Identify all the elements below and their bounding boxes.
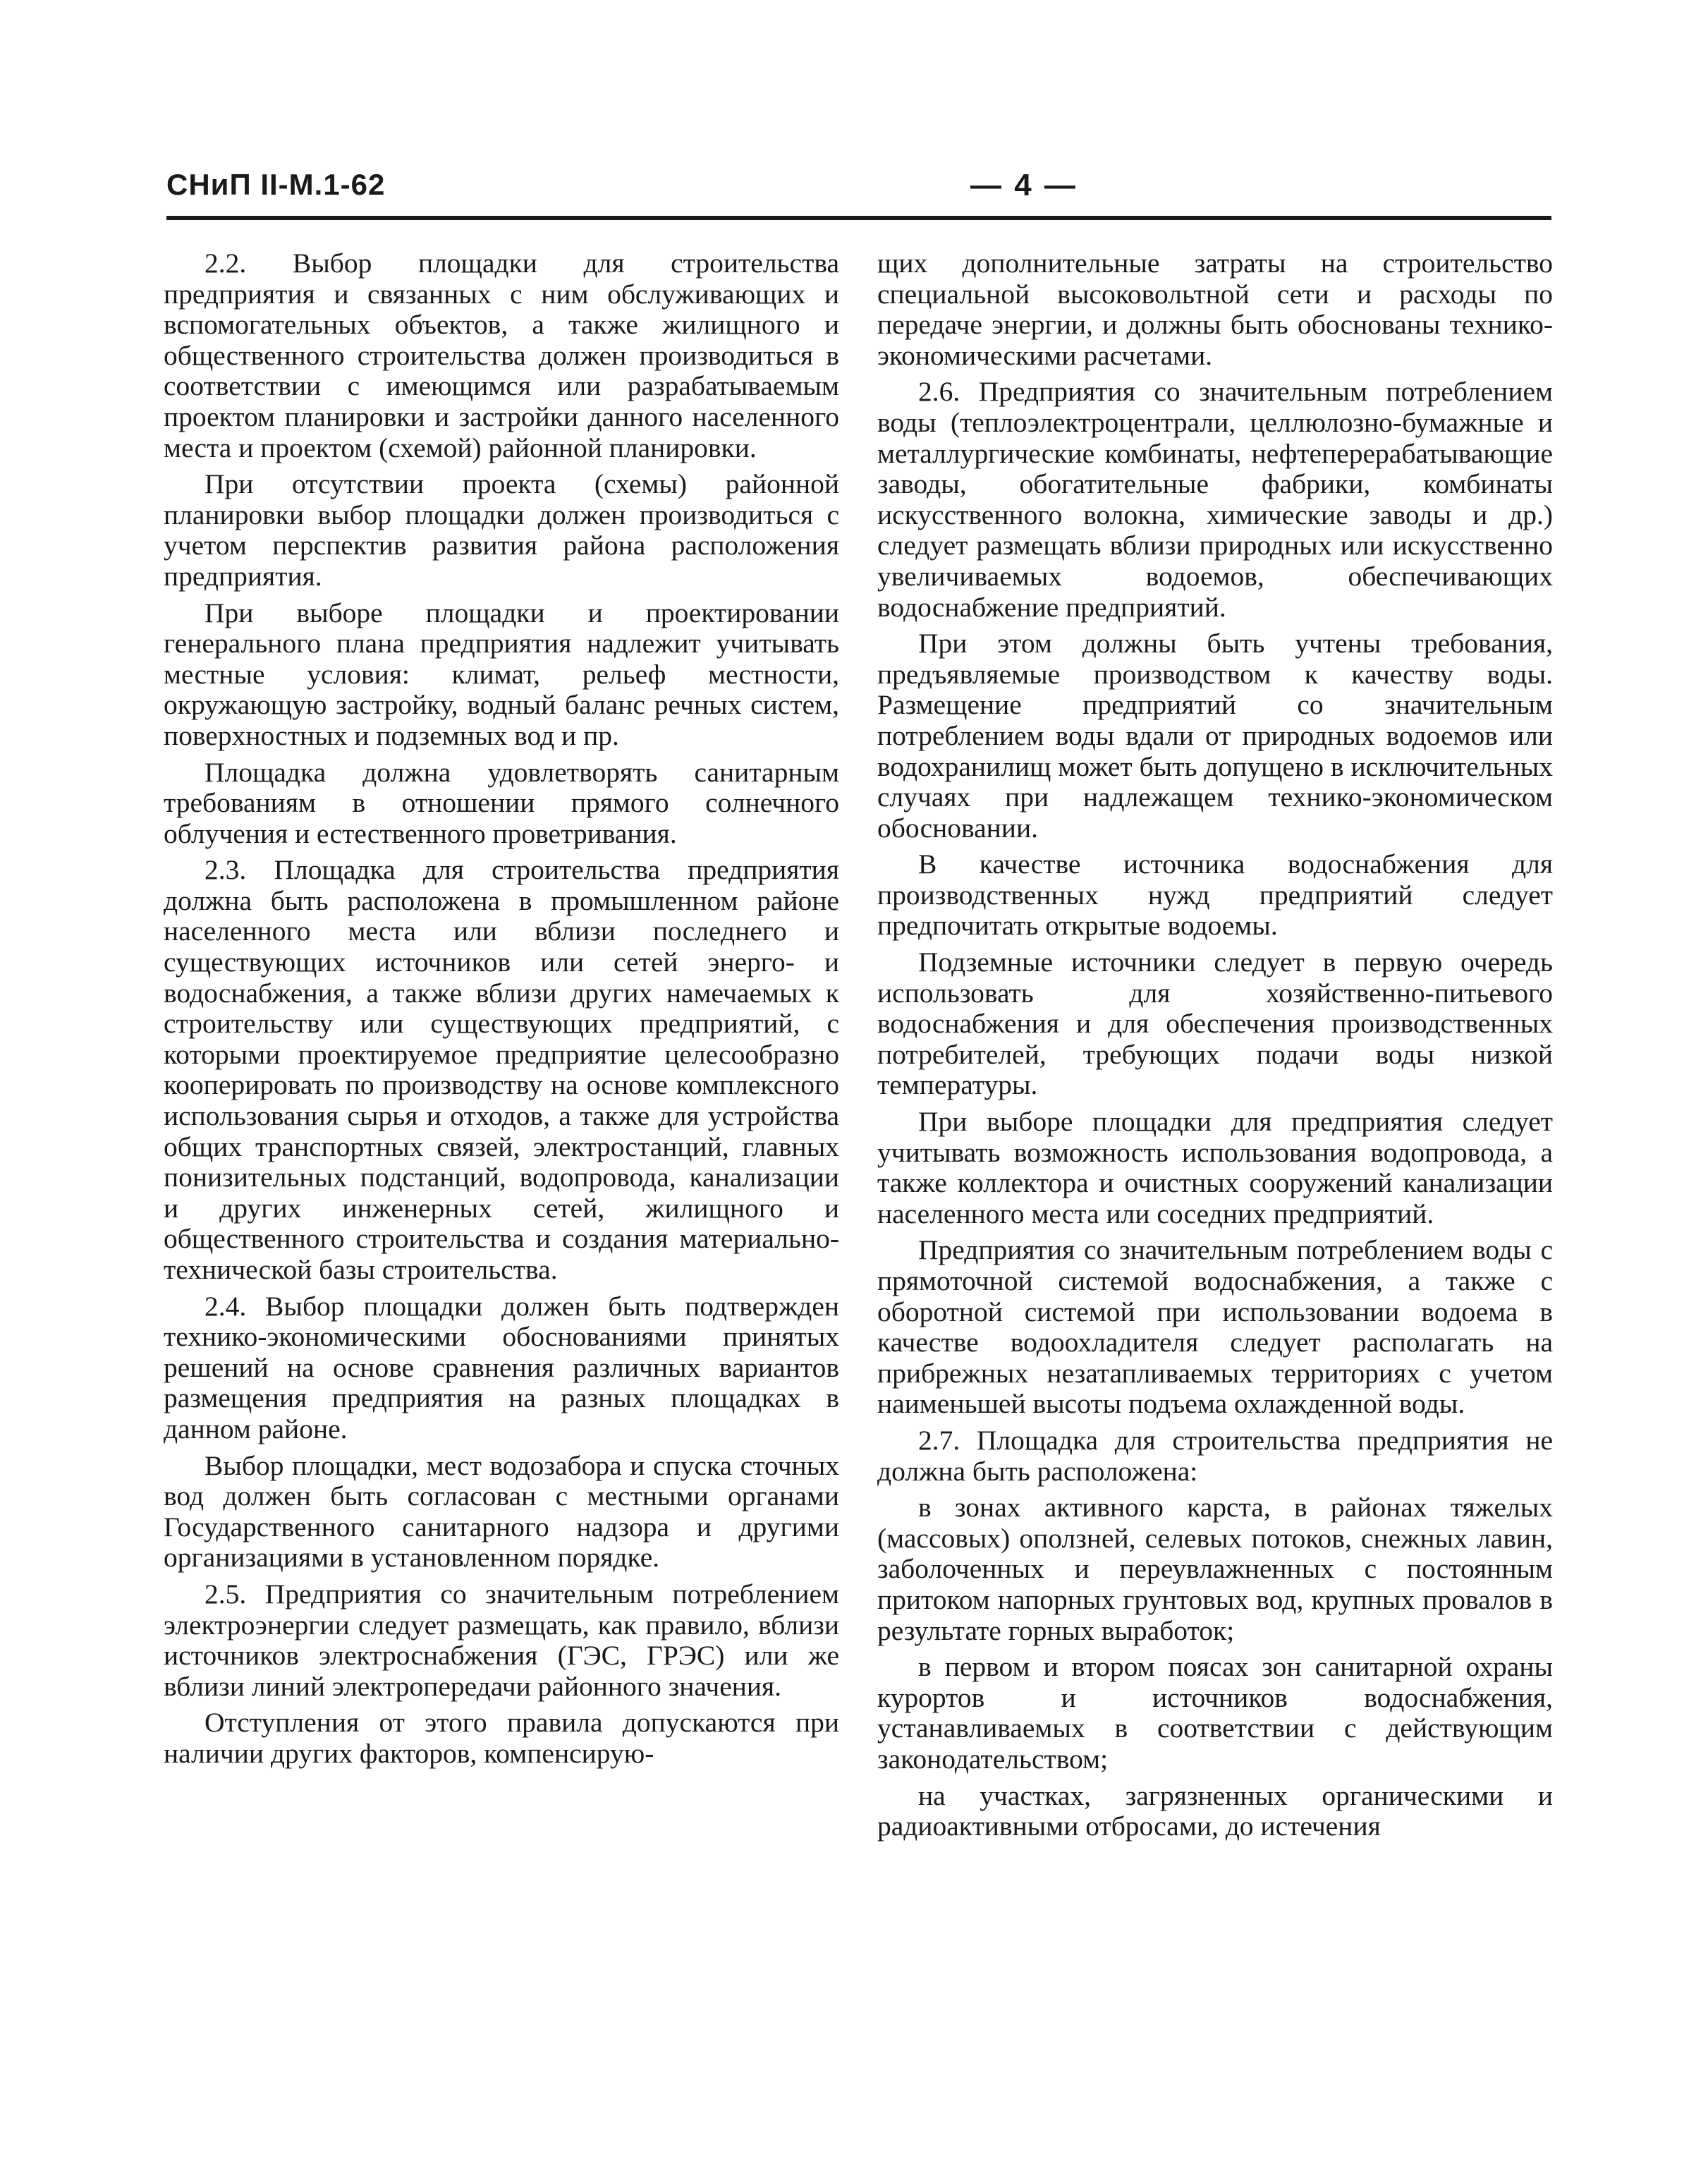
paragraph: Отступления от этого правила допускаются при наличии других факторов, компенсирую- xyxy=(164,1707,839,1769)
paragraph: В качестве источника водоснабжения для производственных нужд предприятий следует предпочитать открытые водоемы. xyxy=(877,848,1553,942)
paragraph-continuation: щих дополнительные затраты на строительство специальной высоковольтной сети и расходы по передаче энергии, и должны быть обоснованы технико-экономическими расчетами. xyxy=(877,248,1553,371)
document-code: СНиП II-М.1-62 xyxy=(166,168,386,201)
paragraph: Предприятия со значительным потреблением воды с прямоточной системой водоснабжения, а также с оборотной системой при использовании водоема в качестве водоохладителя следует располагать на прибрежных незатапливаемых территориях с учетом наименьшей высоты подъема охлажденной воды. xyxy=(877,1234,1553,1420)
paragraph: При выборе площадки и проектировании генерального плана предприятия надлежит учитывать местные условия: климат, рельеф местности, окружающую застройку, водный баланс речных систем, поверхностных и подземных вод и пр. xyxy=(164,597,839,751)
paragraph: При отсутствии проекта (схемы) районной планировки выбор площадки должен производиться с учетом перспектив развития района расположения предприятия. xyxy=(164,468,839,592)
paragraph-2-4: 2.4. Выбор площадки должен быть подтвержден технико-экономическими обоснованиями принятых решений на основе сравнения различных вариантов размещения предприятия на разных площадках в данном районе. xyxy=(164,1290,839,1444)
paragraph: При этом должны быть учтены требования, предъявляемые производством к качеству воды. Размещение предприятий со значительным потреблением воды вдали от природных водоемов или водохранилищ может быть допущено в исключительных случаях при надлежащем технико-экономическом обосновании. xyxy=(877,628,1553,844)
paragraph-2-3: 2.3. Площадка для строительства предприятия должна быть расположена в промышленном районе населенного места или вблизи последнего и существующих источников или сетей энерго- и водоснабжения, а также вблизи других намечаемых к строительству или существующих предприятий, с которыми проектируемое предприятие целесообразно кооперировать по производству на основе комплексного использования сырья и отходов, а также для устройства общих транспортных связей, электростанций, главных понизительных подстанций, водопровода, канализации и других инженерных сетей, жилищного и общественного строительства и создания материально-технической базы строительства. xyxy=(164,854,839,1285)
page-header xyxy=(166,168,1551,210)
paragraph: Подземные источники следует в первую очередь использовать для хозяйственно-питьевого водоснабжения и для обеспечения производственных потребителей, требующих подачи воды низкой температуры. xyxy=(877,947,1553,1101)
left-column xyxy=(164,248,839,1775)
paragraph: Выбор площадки, мест водозабора и спуска сточных вод должен быть согласован с местными органами Государственного санитарного надзора и другими организациями в установленном порядке. xyxy=(164,1449,839,1574)
list-item: в зонах активного карста, в районах тяжелых (массовых) оползней, селевых потоков, снежных лавин, заболоченных и переувлажненных с постоянным притоком напорных грунтовых вод, крупных провалов в результате горных выработок; xyxy=(877,1492,1553,1646)
paragraph-2-2: 2.2. Выбор площадки для строительства предприятия и связанных с ним обслуживающих и вспомогательных объектов, а также жилищного и общественного строительства должен производиться в соответствии с имеющимся или разрабатываемым проектом планировки и застройки данного населенного места и проектом (схемой) районной планировки. xyxy=(164,248,839,463)
right-column xyxy=(877,248,1553,1848)
list-item: в первом и втором поясах зон санитарной охраны курортов и источников водоснабжения, устанавливаемых в соответствии с действующим законодательством; xyxy=(877,1651,1553,1775)
paragraph-2-6: 2.6. Предприятия со значительным потреблением воды (теплоэлектроцентрали, целлюлозно-бумажные и металлургические комбинаты, нефтеперерабатывающие заводы, обогатительные фабрики, комбинаты искусственного волокна, химические заводы и др.) следует размещать вблизи природных или искусственно увеличиваемых водоемов, обеспечивающих водоснабжение предприятий. xyxy=(877,376,1553,623)
header-rule xyxy=(166,216,1551,220)
list-item: на участках, загрязненных органическими и радиоактивными отбросами, до истечения xyxy=(877,1779,1553,1842)
paragraph-2-5: 2.5. Предприятия со значительным потреблением электроэнергии следует размещать, как правило, вблизи источников электроснабжения (ГЭС, ГРЭС) или же вблизи линий электропередачи районного значения. xyxy=(164,1578,839,1702)
paragraph: При выборе площадки для предприятия следует учитывать возможность использования водопровода, а также коллектора и очистных сооружений канализации населенного места или соседних предприятий. xyxy=(877,1106,1553,1229)
page-number: — 4 — xyxy=(970,168,1078,202)
paragraph: Площадка должна удовлетворять санитарным требованиям в отношении прямого солнечного облучения и естественного проветривания. xyxy=(164,756,839,849)
paragraph-2-7: 2.7. Площадка для строительства предприятия не должна быть расположена: xyxy=(877,1424,1553,1487)
